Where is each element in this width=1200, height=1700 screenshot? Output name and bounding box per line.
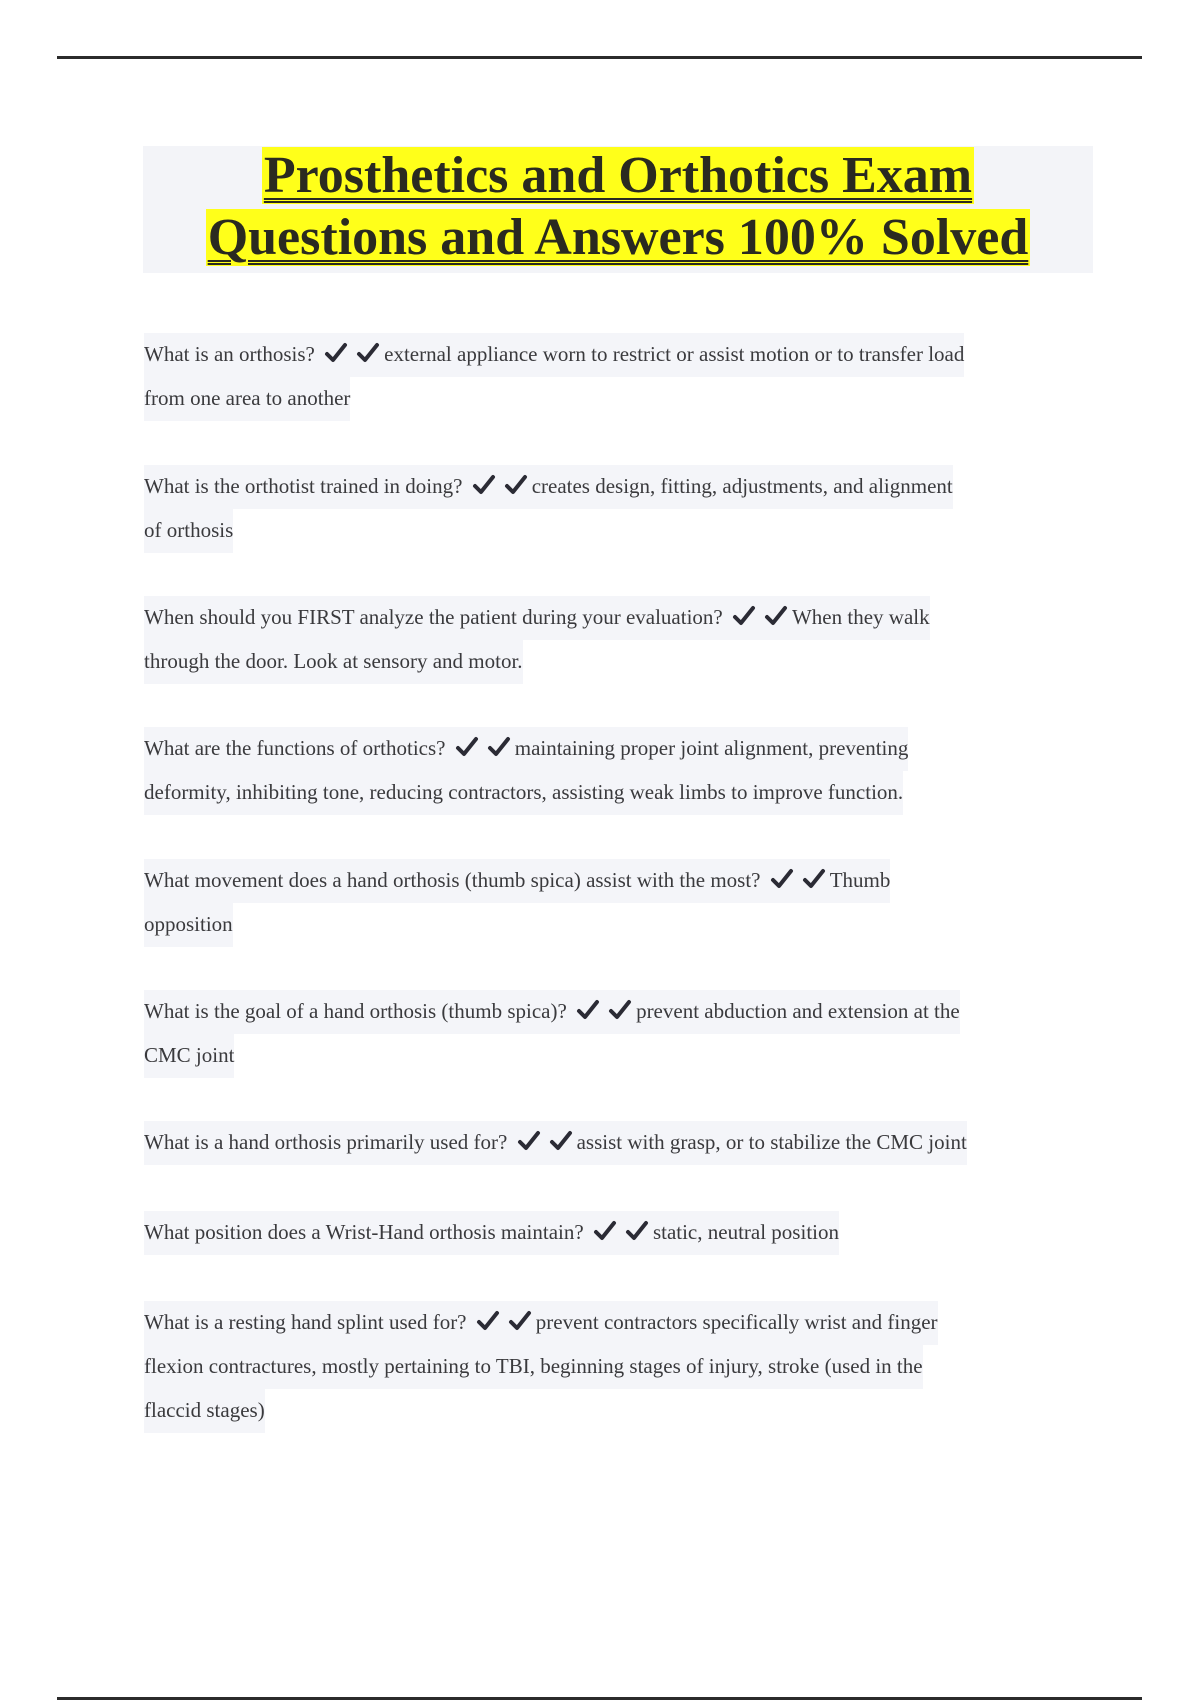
qa-line (144, 858, 1084, 902)
qa-line (144, 726, 1084, 770)
qa-line (144, 1210, 1084, 1254)
answer-text: through the door. Look at sensory and motor. (144, 640, 523, 684)
answer-text: flexion contractures, mostly pertaining to TBI, beginning stages of injury, stroke (used in the (144, 1345, 923, 1389)
question-text: What movement does a hand orthosis (thumb spica) assist with the most? (144, 868, 761, 892)
qa-item-2 (144, 464, 1084, 552)
answer-text: When they walk (791, 605, 930, 629)
qa-line (144, 595, 1084, 639)
qa-line (144, 1120, 1084, 1164)
question-text: What position does a Wrist-Hand orthosis maintain? (144, 1220, 584, 1244)
qa-line (144, 1388, 1084, 1432)
answer-text: from one area to another (144, 377, 350, 421)
qa-item-9 (144, 1300, 1084, 1432)
answer-text: opposition (144, 903, 233, 947)
qa-line (144, 639, 1084, 683)
question-text: What is an orthosis? (144, 342, 315, 366)
double-checkmark-icon (511, 1130, 580, 1154)
header-rule (57, 56, 1142, 59)
title-band (143, 146, 1093, 273)
double-checkmark-icon (588, 1220, 657, 1244)
double-checkmark-icon (449, 736, 518, 760)
answer-text: maintaining proper joint alignment, preventing (514, 736, 909, 760)
qa-item-7 (144, 1120, 1084, 1164)
question-text: What is the goal of a hand orthosis (thumb spica)? (144, 999, 567, 1023)
qa-item-3 (144, 595, 1084, 683)
double-checkmark-icon (466, 474, 535, 498)
qa-line (144, 464, 1084, 508)
question-text: What is a resting hand splint used for? (144, 1310, 467, 1334)
qa-item-6 (144, 989, 1084, 1077)
page-title-text-2: Questions and Answers 100% Solved (207, 209, 1029, 266)
qa-item-8 (144, 1210, 1084, 1254)
answer-text: external appliance worn to restrict or assist motion or to transfer load (384, 342, 965, 366)
qa-line (144, 508, 1084, 552)
qa-line (144, 376, 1084, 420)
page-title-line-1 (143, 146, 1093, 206)
qa-item-1 (144, 332, 1084, 420)
answer-text: CMC joint (144, 1034, 234, 1078)
answer-text: static, neutral position (652, 1220, 839, 1244)
answer-text: assist with grasp, or to stabilize the CMC joint (576, 1130, 967, 1154)
double-checkmark-icon (319, 342, 388, 366)
double-checkmark-icon (764, 868, 833, 892)
page-title-line-2 (143, 208, 1093, 268)
page-title-text-1: Prosthetics and Orthotics Exam (263, 147, 973, 204)
answer-text: Thumb (829, 868, 891, 892)
qa-line (144, 902, 1084, 946)
double-checkmark-icon (727, 605, 796, 629)
question-text: What is a hand orthosis primarily used for? (144, 1130, 508, 1154)
answer-text: creates design, fitting, adjustments, and alignment (531, 474, 953, 498)
qa-line (144, 989, 1084, 1033)
qa-item-5 (144, 858, 1084, 946)
question-text: When should you FIRST analyze the patient during your evaluation? (144, 605, 723, 629)
answer-text: of orthosis (144, 509, 233, 553)
answer-text: deformity, inhibiting tone, reducing contractors, assisting weak limbs to improve function. (144, 771, 903, 815)
double-checkmark-icon (471, 1310, 540, 1334)
question-text: What is the orthotist trained in doing? (144, 474, 463, 498)
answer-text: flaccid stages) (144, 1389, 265, 1433)
qa-line (144, 770, 1084, 814)
qa-line (144, 332, 1084, 376)
qa-line (144, 1344, 1084, 1388)
double-checkmark-icon (571, 999, 640, 1023)
question-text: What are the functions of orthotics? (144, 736, 446, 760)
qa-line (144, 1300, 1084, 1344)
qa-line (144, 1033, 1084, 1077)
answer-text: prevent contractors specifically wrist and finger (535, 1310, 938, 1334)
qa-item-4 (144, 726, 1084, 814)
answer-text: prevent abduction and extension at the (636, 999, 960, 1023)
